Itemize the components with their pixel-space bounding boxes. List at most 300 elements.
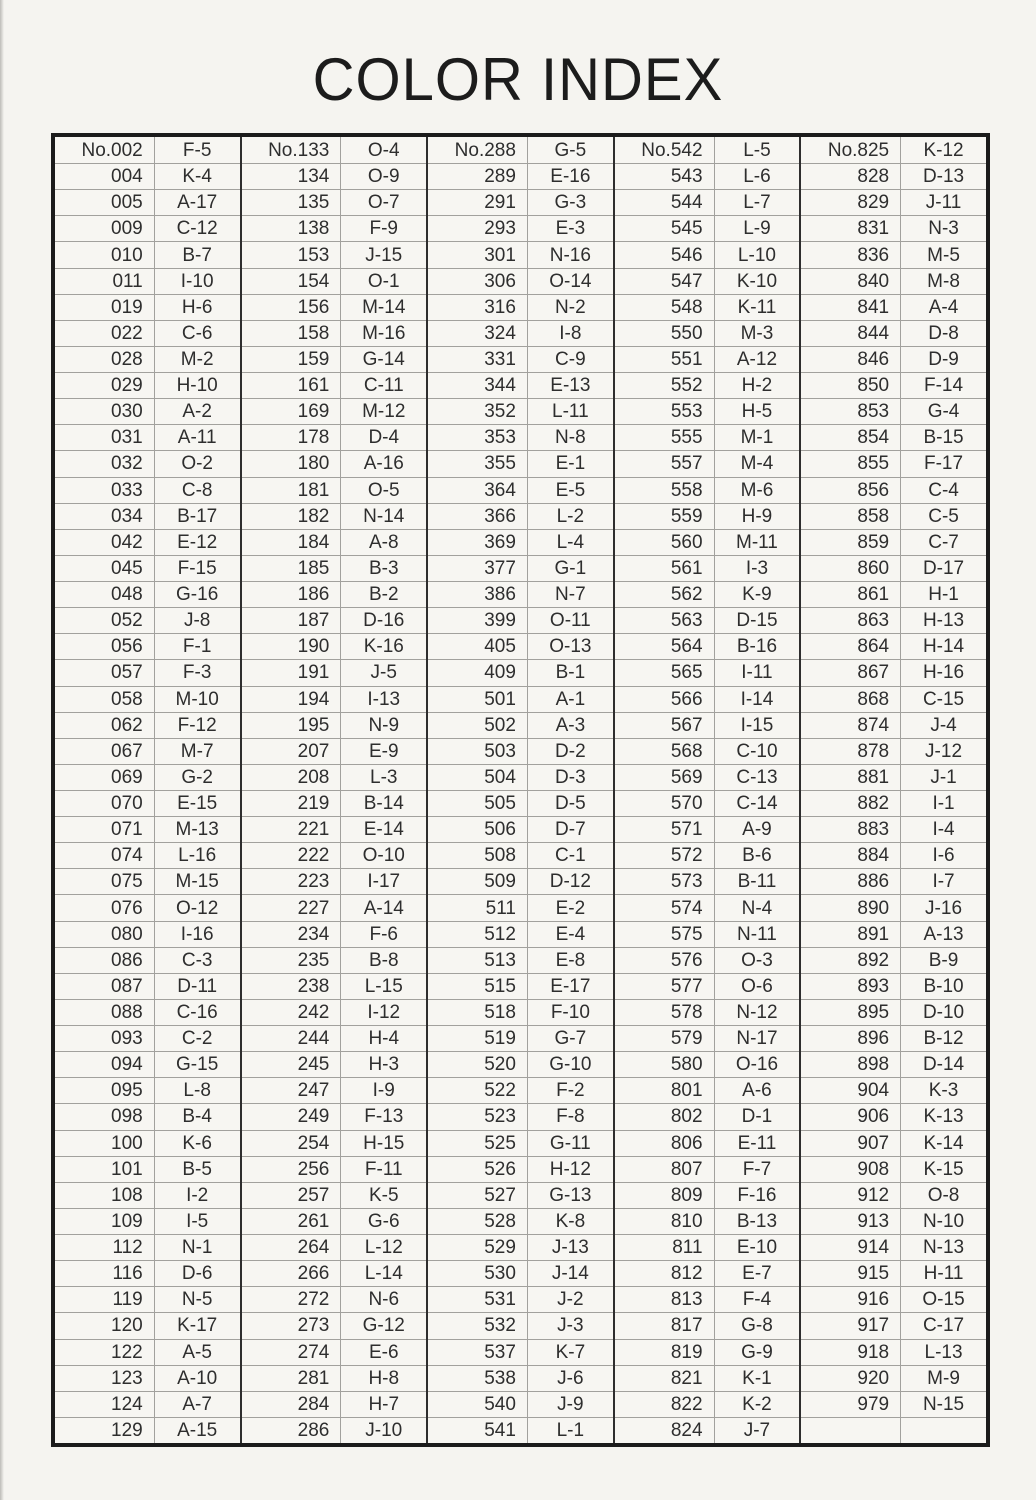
cell-number: 075 bbox=[55, 868, 154, 894]
cell-number: 185 bbox=[242, 555, 341, 581]
cell-grid-code: L-10 bbox=[714, 241, 800, 267]
cell-grid-code: J-5 bbox=[340, 659, 426, 685]
cell-grid-code: F-6 bbox=[340, 921, 426, 947]
cell-number: 505 bbox=[428, 790, 527, 816]
cell-number: 101 bbox=[55, 1156, 154, 1182]
cell-grid-code: D-11 bbox=[154, 973, 240, 999]
cell-grid-code: C-4 bbox=[900, 477, 986, 503]
cell-number: 890 bbox=[801, 894, 900, 920]
cell-grid-code: A-7 bbox=[154, 1391, 240, 1417]
cell-grid-code: C-2 bbox=[154, 1025, 240, 1051]
cell-grid-code: G-12 bbox=[340, 1312, 426, 1338]
cell-number: 529 bbox=[428, 1234, 527, 1260]
cell-grid-code: K-16 bbox=[340, 633, 426, 659]
cell-number: 087 bbox=[55, 973, 154, 999]
cell-number: 891 bbox=[801, 921, 900, 947]
cell-number: 377 bbox=[428, 555, 527, 581]
cell-number: 190 bbox=[242, 633, 341, 659]
cell-number: 580 bbox=[615, 1051, 714, 1077]
cell-number: 154 bbox=[242, 268, 341, 294]
cell-number: 010 bbox=[55, 241, 154, 267]
cell-number: 537 bbox=[428, 1339, 527, 1365]
cell-number: 860 bbox=[801, 555, 900, 581]
cell-number: 033 bbox=[55, 477, 154, 503]
cell-grid-code: E-7 bbox=[714, 1260, 800, 1286]
cell-grid-code: D-2 bbox=[527, 738, 613, 764]
cell-number: 386 bbox=[428, 581, 527, 607]
cell-grid-code: D-16 bbox=[340, 607, 426, 633]
cell-grid-code: M-10 bbox=[154, 686, 240, 712]
cell-grid-code: N-12 bbox=[714, 999, 800, 1025]
cell-number: 864 bbox=[801, 633, 900, 659]
cell-grid-code: N-10 bbox=[900, 1208, 986, 1234]
cell-number: 058 bbox=[55, 686, 154, 712]
cell-number: 076 bbox=[55, 894, 154, 920]
cell-number: 169 bbox=[242, 398, 341, 424]
cell-number: 135 bbox=[242, 189, 341, 215]
cell-number: 306 bbox=[428, 268, 527, 294]
cell-number: 284 bbox=[242, 1391, 341, 1417]
cell-grid-code: G-13 bbox=[527, 1182, 613, 1208]
cell-grid-code: K-15 bbox=[900, 1156, 986, 1182]
cell-grid-code: J-14 bbox=[527, 1260, 613, 1286]
cell-grid-code: G-1 bbox=[527, 555, 613, 581]
cell-grid-code: F-14 bbox=[900, 372, 986, 398]
cell-number: 274 bbox=[242, 1339, 341, 1365]
cell-grid-code: I-13 bbox=[340, 686, 426, 712]
cell-number: 543 bbox=[615, 163, 714, 189]
cell-grid-code: O-16 bbox=[714, 1051, 800, 1077]
cell-grid-code: A-9 bbox=[714, 816, 800, 842]
cell-number: 550 bbox=[615, 320, 714, 346]
cell-number: 912 bbox=[801, 1182, 900, 1208]
cell-number: 221 bbox=[242, 816, 341, 842]
cell-grid-code: B-7 bbox=[154, 241, 240, 267]
cell-number: 138 bbox=[242, 215, 341, 241]
cell-number: 031 bbox=[55, 424, 154, 450]
cell-grid-code: O-13 bbox=[527, 633, 613, 659]
cell-number: 249 bbox=[242, 1103, 341, 1129]
cell-grid-code: D-15 bbox=[714, 607, 800, 633]
cell-number: 915 bbox=[801, 1260, 900, 1286]
cell-number: 124 bbox=[55, 1391, 154, 1417]
cell-number: 123 bbox=[55, 1365, 154, 1391]
cell-number: 528 bbox=[428, 1208, 527, 1234]
cell-number: 032 bbox=[55, 450, 154, 476]
cell-grid-code: J-10 bbox=[340, 1417, 426, 1443]
cell-grid-code: M-9 bbox=[900, 1365, 986, 1391]
cell-number: 509 bbox=[428, 868, 527, 894]
cell-grid-code: O-4 bbox=[340, 137, 426, 163]
cell-grid-code: F-12 bbox=[154, 712, 240, 738]
cell-number: 219 bbox=[242, 790, 341, 816]
cell-grid-code: B-13 bbox=[714, 1208, 800, 1234]
cell-number: 892 bbox=[801, 947, 900, 973]
cell-number: 256 bbox=[242, 1156, 341, 1182]
cell-number: 286 bbox=[242, 1417, 341, 1443]
cell-number: 561 bbox=[615, 555, 714, 581]
cell-grid-code: B-14 bbox=[340, 790, 426, 816]
cell-grid-code: L-4 bbox=[527, 529, 613, 555]
cell-number: 831 bbox=[801, 215, 900, 241]
cell-grid-code: N-6 bbox=[340, 1286, 426, 1312]
cell-grid-code: B-6 bbox=[714, 842, 800, 868]
cell-grid-code: K-10 bbox=[714, 268, 800, 294]
cell-number: 813 bbox=[615, 1286, 714, 1312]
cell-grid-code: K-13 bbox=[900, 1103, 986, 1129]
cell-grid-code: O-11 bbox=[527, 607, 613, 633]
table-group-1 bbox=[55, 137, 240, 1443]
cell-number: 571 bbox=[615, 816, 714, 842]
cell-number: 523 bbox=[428, 1103, 527, 1129]
cell-grid-code: B-9 bbox=[900, 947, 986, 973]
cell-grid-code: D-12 bbox=[527, 868, 613, 894]
cell-number: 094 bbox=[55, 1051, 154, 1077]
cell-grid-code: D-5 bbox=[527, 790, 613, 816]
cell-grid-code: I-1 bbox=[900, 790, 986, 816]
cell-number: 560 bbox=[615, 529, 714, 555]
cell-number: 881 bbox=[801, 764, 900, 790]
cell-number: 186 bbox=[242, 581, 341, 607]
cell-grid-code: F-8 bbox=[527, 1103, 613, 1129]
cell-grid-code: F-7 bbox=[714, 1156, 800, 1182]
cell-number: 868 bbox=[801, 686, 900, 712]
cell-number: 158 bbox=[242, 320, 341, 346]
cell-number: 562 bbox=[615, 581, 714, 607]
cell-grid-code: F-17 bbox=[900, 450, 986, 476]
cell-grid-code: N-9 bbox=[340, 712, 426, 738]
cell-grid-code: C-12 bbox=[154, 215, 240, 241]
cell-grid-code: F-4 bbox=[714, 1286, 800, 1312]
cell-grid-code: G-6 bbox=[340, 1208, 426, 1234]
cell-grid-code: D-9 bbox=[900, 346, 986, 372]
cell-number: 344 bbox=[428, 372, 527, 398]
cell-grid-code: K-2 bbox=[714, 1391, 800, 1417]
cell-number: 518 bbox=[428, 999, 527, 1025]
cell-number: 836 bbox=[801, 241, 900, 267]
cell-grid-code: L-14 bbox=[340, 1260, 426, 1286]
cell-grid-code: D-3 bbox=[527, 764, 613, 790]
cell-number: 878 bbox=[801, 738, 900, 764]
cell-number: 545 bbox=[615, 215, 714, 241]
cell-grid-code: M-2 bbox=[154, 346, 240, 372]
cell-number: 273 bbox=[242, 1312, 341, 1338]
cell-number: 861 bbox=[801, 581, 900, 607]
cell-number: 178 bbox=[242, 424, 341, 450]
cell-grid-code: I-8 bbox=[527, 320, 613, 346]
cell-grid-code: C-8 bbox=[154, 477, 240, 503]
cell-number: 526 bbox=[428, 1156, 527, 1182]
cell-number: 530 bbox=[428, 1260, 527, 1286]
cell-grid-code: N-2 bbox=[527, 294, 613, 320]
cell-grid-code: O-2 bbox=[154, 450, 240, 476]
cell-number: 809 bbox=[615, 1182, 714, 1208]
cell-number: 846 bbox=[801, 346, 900, 372]
cell-grid-code: H-14 bbox=[900, 633, 986, 659]
cell-grid-code: G-8 bbox=[714, 1312, 800, 1338]
cell-grid-code: O-1 bbox=[340, 268, 426, 294]
cell-grid-code: B-2 bbox=[340, 581, 426, 607]
cell-number: 034 bbox=[55, 503, 154, 529]
cell-number: 575 bbox=[615, 921, 714, 947]
cell-number: 914 bbox=[801, 1234, 900, 1260]
cell-grid-code: C-1 bbox=[527, 842, 613, 868]
cell-number: 811 bbox=[615, 1234, 714, 1260]
cell-grid-code: C-14 bbox=[714, 790, 800, 816]
page-title: COLOR INDEX bbox=[312, 45, 724, 114]
cell-number: 187 bbox=[242, 607, 341, 633]
cell-grid-code: G-9 bbox=[714, 1339, 800, 1365]
cell-grid-code: C-15 bbox=[900, 686, 986, 712]
cell-number: 364 bbox=[428, 477, 527, 503]
cell-grid-code: H-15 bbox=[340, 1130, 426, 1156]
cell-number: 863 bbox=[801, 607, 900, 633]
cell-number: 502 bbox=[428, 712, 527, 738]
cell-number: 807 bbox=[615, 1156, 714, 1182]
cell-grid-code: M-4 bbox=[714, 450, 800, 476]
cell-grid-code: K-11 bbox=[714, 294, 800, 320]
cell-grid-code: G-4 bbox=[900, 398, 986, 424]
cell-number: 289 bbox=[428, 163, 527, 189]
cell-grid-code: A-10 bbox=[154, 1365, 240, 1391]
cell-grid-code: G-10 bbox=[527, 1051, 613, 1077]
cell-number: 566 bbox=[615, 686, 714, 712]
cell-grid-code: H-11 bbox=[900, 1260, 986, 1286]
cell-grid-code: A-16 bbox=[340, 450, 426, 476]
cell-number: 555 bbox=[615, 424, 714, 450]
cell-grid-code: K-5 bbox=[340, 1182, 426, 1208]
cell-grid-code: I-6 bbox=[900, 842, 986, 868]
cell-grid-code: L-16 bbox=[154, 842, 240, 868]
cell-grid-code: H-3 bbox=[340, 1051, 426, 1077]
cell-grid-code: M-1 bbox=[714, 424, 800, 450]
cell-number: 552 bbox=[615, 372, 714, 398]
cell-number: 405 bbox=[428, 633, 527, 659]
cell-grid-code: B-15 bbox=[900, 424, 986, 450]
cell-grid-code: I-14 bbox=[714, 686, 800, 712]
cell-number: 080 bbox=[55, 921, 154, 947]
cell-grid-code: D-14 bbox=[900, 1051, 986, 1077]
cell-grid-code: J-7 bbox=[714, 1417, 800, 1443]
cell-grid-code: K-4 bbox=[154, 163, 240, 189]
cell-number: 011 bbox=[55, 268, 154, 294]
cell-grid-code: M-5 bbox=[900, 241, 986, 267]
cell-number: 281 bbox=[242, 1365, 341, 1391]
cell-grid-code: I-4 bbox=[900, 816, 986, 842]
cell-grid-code: L-1 bbox=[527, 1417, 613, 1443]
cell-grid-code: G-16 bbox=[154, 581, 240, 607]
cell-number: 108 bbox=[55, 1182, 154, 1208]
cell-grid-code: F-5 bbox=[154, 137, 240, 163]
cell-grid-code: F-3 bbox=[154, 659, 240, 685]
cell-number: 227 bbox=[242, 894, 341, 920]
cell-number: 540 bbox=[428, 1391, 527, 1417]
cell-grid-code: J-9 bbox=[527, 1391, 613, 1417]
cell-number: 898 bbox=[801, 1051, 900, 1077]
cell-number: 261 bbox=[242, 1208, 341, 1234]
cell-number: 559 bbox=[615, 503, 714, 529]
cell-grid-code: H-6 bbox=[154, 294, 240, 320]
cell-grid-code: I-2 bbox=[154, 1182, 240, 1208]
cell-number: 070 bbox=[55, 790, 154, 816]
cell-grid-code: M-13 bbox=[154, 816, 240, 842]
cell-number: 245 bbox=[242, 1051, 341, 1077]
cell-number: 355 bbox=[428, 450, 527, 476]
cell-grid-code: K-7 bbox=[527, 1339, 613, 1365]
cell-grid-code: A-15 bbox=[154, 1417, 240, 1443]
cell-grid-code: B-12 bbox=[900, 1025, 986, 1051]
cell-number: 569 bbox=[615, 764, 714, 790]
cell-number: 551 bbox=[615, 346, 714, 372]
cell-grid-code: A-5 bbox=[154, 1339, 240, 1365]
cell-number: 522 bbox=[428, 1077, 527, 1103]
cell-grid-code: L-9 bbox=[714, 215, 800, 241]
cell-grid-code: B-5 bbox=[154, 1156, 240, 1182]
cell-grid-code: H-16 bbox=[900, 659, 986, 685]
cell-number: 052 bbox=[55, 607, 154, 633]
cell-number: No.542 bbox=[641, 139, 703, 161]
cell-grid-code: E-12 bbox=[154, 529, 240, 555]
cell-grid-code: F-16 bbox=[714, 1182, 800, 1208]
cell-number: 353 bbox=[428, 424, 527, 450]
cell-grid-code: H-13 bbox=[900, 607, 986, 633]
cell-grid-code: H-12 bbox=[527, 1156, 613, 1182]
cell-grid-code: E-2 bbox=[527, 894, 613, 920]
cell-number: 195 bbox=[242, 712, 341, 738]
cell-number: 222 bbox=[242, 842, 341, 868]
cell-grid-code: N-11 bbox=[714, 921, 800, 947]
cell-grid-code: C-6 bbox=[154, 320, 240, 346]
cell-number: 979 bbox=[801, 1391, 900, 1417]
cell-grid-code: H-10 bbox=[154, 372, 240, 398]
cell-number: 906 bbox=[801, 1103, 900, 1129]
cell-number: 908 bbox=[801, 1156, 900, 1182]
cell-number: No.288 bbox=[454, 139, 516, 161]
cell-number: 895 bbox=[801, 999, 900, 1025]
cell-number: 824 bbox=[615, 1417, 714, 1443]
cell-grid-code: N-3 bbox=[900, 215, 986, 241]
cell-number: 565 bbox=[615, 659, 714, 685]
cell-number: 563 bbox=[615, 607, 714, 633]
cell-grid-code: D-17 bbox=[900, 555, 986, 581]
cell-grid-code: F-13 bbox=[340, 1103, 426, 1129]
cell-number: 513 bbox=[428, 947, 527, 973]
cell-number: 156 bbox=[242, 294, 341, 320]
cell-grid-code: D-1 bbox=[714, 1103, 800, 1129]
cell-number: 074 bbox=[55, 842, 154, 868]
cell-number: 512 bbox=[428, 921, 527, 947]
cell-grid-code: E-11 bbox=[714, 1130, 800, 1156]
cell-grid-code: N-15 bbox=[900, 1391, 986, 1417]
cell-number: 254 bbox=[242, 1130, 341, 1156]
cell-number: 116 bbox=[55, 1260, 154, 1286]
cell-number: 093 bbox=[55, 1025, 154, 1051]
cell-grid-code: C-5 bbox=[900, 503, 986, 529]
cell-number: 576 bbox=[615, 947, 714, 973]
cell-grid-code: O-15 bbox=[900, 1286, 986, 1312]
cell-grid-code: O-7 bbox=[340, 189, 426, 215]
cell-number: 244 bbox=[242, 1025, 341, 1051]
cell-grid-code: N-1 bbox=[154, 1234, 240, 1260]
cell-number: 071 bbox=[55, 816, 154, 842]
cell-grid-code: O-14 bbox=[527, 268, 613, 294]
cell-number: 822 bbox=[615, 1391, 714, 1417]
cell-grid-code: H-1 bbox=[900, 581, 986, 607]
cell-grid-code: K-12 bbox=[900, 137, 986, 163]
cell-grid-code: N-13 bbox=[900, 1234, 986, 1260]
cell-number: 098 bbox=[55, 1103, 154, 1129]
cell-number: 828 bbox=[801, 163, 900, 189]
cell-grid-code: F-1 bbox=[154, 633, 240, 659]
cell-grid-code: G-7 bbox=[527, 1025, 613, 1051]
cell-grid-code: D-4 bbox=[340, 424, 426, 450]
cell-number: 316 bbox=[428, 294, 527, 320]
cell-number: 182 bbox=[242, 503, 341, 529]
cell-grid-code: K-8 bbox=[527, 1208, 613, 1234]
cell-number: 247 bbox=[242, 1077, 341, 1103]
cell-grid-code: H-5 bbox=[714, 398, 800, 424]
cell-grid-code: B-1 bbox=[527, 659, 613, 685]
cell-number: 544 bbox=[615, 189, 714, 215]
cell-grid-code: J-4 bbox=[900, 712, 986, 738]
cell-grid-code: H-2 bbox=[714, 372, 800, 398]
cell-grid-code: F-11 bbox=[340, 1156, 426, 1182]
cell-number: 257 bbox=[242, 1182, 341, 1208]
cell-grid-code: G-15 bbox=[154, 1051, 240, 1077]
cell-number: 841 bbox=[801, 294, 900, 320]
table-group-2 bbox=[240, 137, 427, 1443]
cell-number: 022 bbox=[55, 320, 154, 346]
cell-number: 119 bbox=[55, 1286, 154, 1312]
cell-grid-code: A-8 bbox=[340, 529, 426, 555]
cell-number: 557 bbox=[615, 450, 714, 476]
cell-grid-code: L-8 bbox=[154, 1077, 240, 1103]
cell-grid-code: F-9 bbox=[340, 215, 426, 241]
cell-grid-code: D-6 bbox=[154, 1260, 240, 1286]
cell-grid-code: J-13 bbox=[527, 1234, 613, 1260]
cell-number: 802 bbox=[615, 1103, 714, 1129]
cell-number: 821 bbox=[615, 1365, 714, 1391]
cell-grid-code: A-2 bbox=[154, 398, 240, 424]
cell-number: 579 bbox=[615, 1025, 714, 1051]
cell-grid-code: A-11 bbox=[154, 424, 240, 450]
cell-number: 503 bbox=[428, 738, 527, 764]
cell-number: 531 bbox=[428, 1286, 527, 1312]
cell-number: 882 bbox=[801, 790, 900, 816]
cell-number: 854 bbox=[801, 424, 900, 450]
cell-grid-code: I-3 bbox=[714, 555, 800, 581]
cell-grid-code: A-13 bbox=[900, 921, 986, 947]
cell-number: 088 bbox=[55, 999, 154, 1025]
cell-grid-code: M-12 bbox=[340, 398, 426, 424]
cell-grid-code: K-1 bbox=[714, 1365, 800, 1391]
cell-grid-code: O-12 bbox=[154, 894, 240, 920]
cell-number: 234 bbox=[242, 921, 341, 947]
cell-grid-code: A-6 bbox=[714, 1077, 800, 1103]
table-group-5 bbox=[799, 137, 986, 1443]
cell-grid-code: J-1 bbox=[900, 764, 986, 790]
cell-number: 207 bbox=[242, 738, 341, 764]
cell-number: 541 bbox=[428, 1417, 527, 1443]
cell-grid-code: F-10 bbox=[527, 999, 613, 1025]
cell-number: 009 bbox=[55, 215, 154, 241]
cell-grid-code: E-8 bbox=[527, 947, 613, 973]
cell-number: 525 bbox=[428, 1130, 527, 1156]
cell-grid-code: I-10 bbox=[154, 268, 240, 294]
cell-number: 184 bbox=[242, 529, 341, 555]
cell-number: 548 bbox=[615, 294, 714, 320]
cell-number: 572 bbox=[615, 842, 714, 868]
